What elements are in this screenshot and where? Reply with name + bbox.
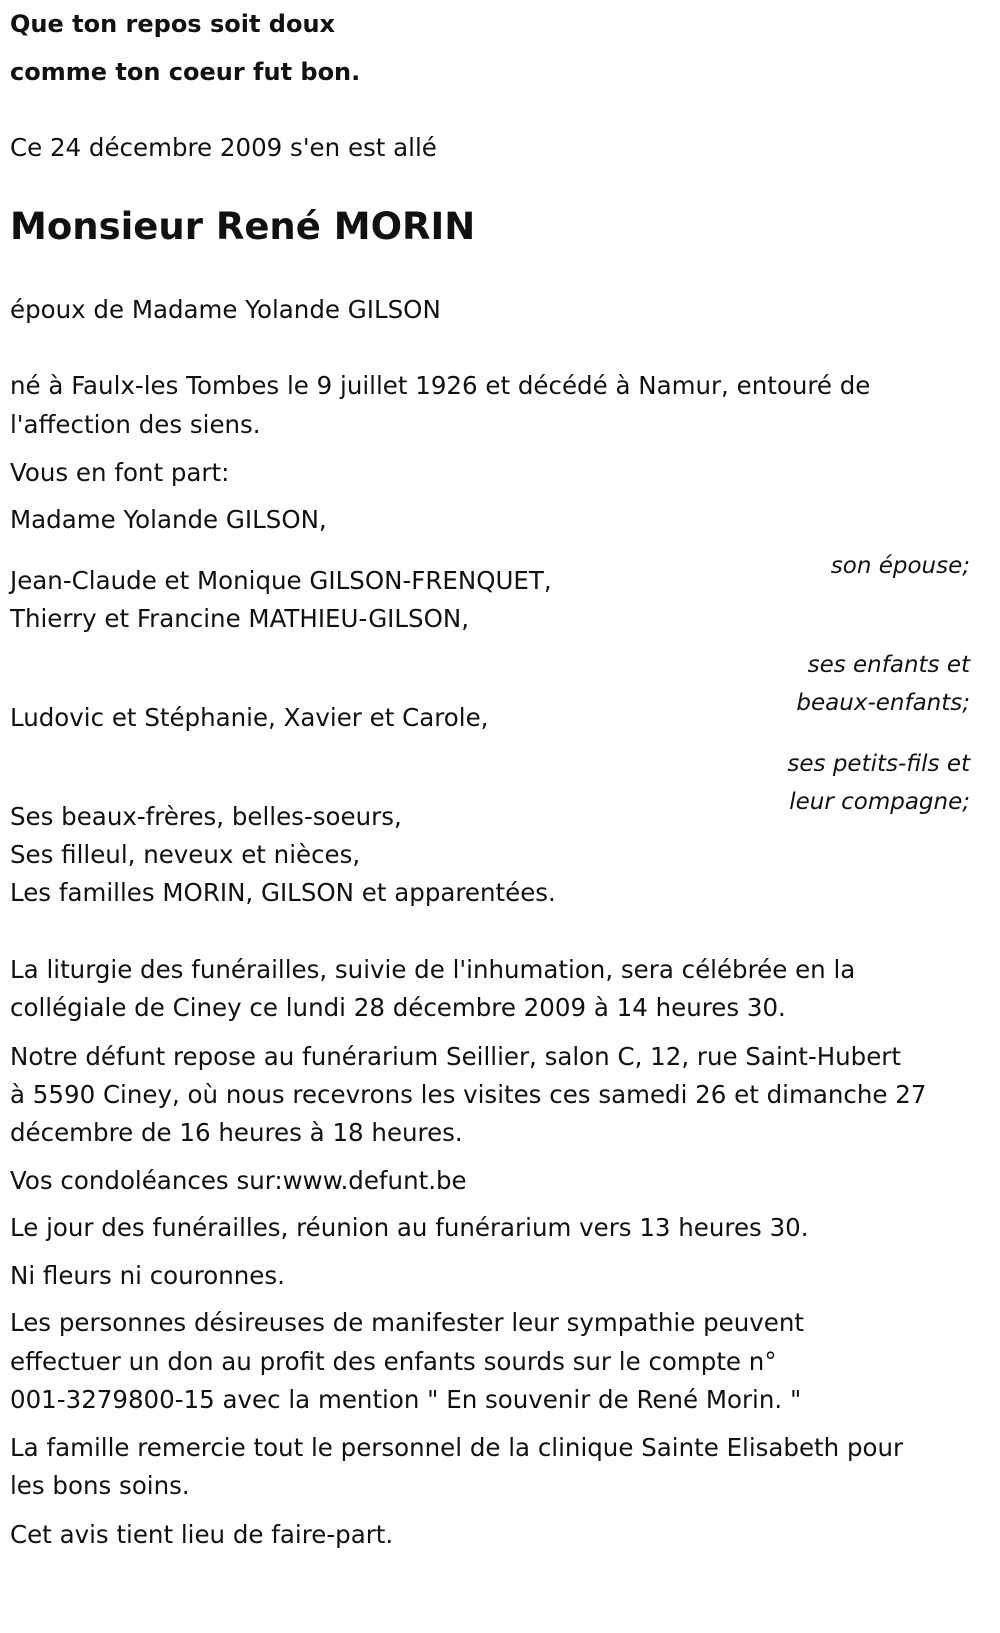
visitation-line-2: à 5590 Ciney, où nous recevrons les visites ces samedi 26 et dimanche 27 [10,1080,927,1109]
donation-line-2: effectuer un don au profit des enfants sourds sur le compte n° [10,1347,777,1376]
family-spouse-name: Madame Yolande GILSON, [10,505,327,534]
condolences-line: Vos condoléances sur:www.defunt.be [10,1166,467,1195]
family-children-line-1: Jean-Claude et Monique GILSON-FRENQUET, [10,566,552,595]
closing-line: Cet avis tient lieu de faire-part. [10,1520,394,1549]
motto-line-1: Que ton repos soit doux [10,10,336,38]
family-grandchildren-names: Ludovic et Stéphanie, Xavier et Carole, [10,703,489,732]
family-others-line-1: Ses beaux-frères, belles-soeurs, [10,802,402,831]
donation-line-1: Les personnes désireuses de manifester leur sympathie peuvent [10,1308,804,1337]
ceremony-line-2: collégiale de Ciney ce lundi 28 décembre 2009 à 14 heures 30. [10,993,786,1022]
family-children-line-2: Thierry et Francine MATHIEU-GILSON, [10,604,470,633]
birth-death-line-2: l'affection des siens. [10,410,261,439]
deceased-name: Monsieur René MORIN [10,205,476,248]
family-others-line-3: Les familles MORIN, GILSON et apparentées. [10,878,556,907]
donation-line-3: 001-3279800-15 avec la mention " En souvenir de René Morin. " [10,1385,802,1414]
meeting-line: Le jour des funérailles, réunion au funérarium vers 13 heures 30. [10,1213,809,1242]
flowers-line: Ni fleurs ni couronnes. [10,1261,285,1290]
spouse-line: époux de Madame Yolande GILSON [10,295,441,324]
thanks-line-1: La famille remercie tout le personnel de la clinique Sainte Elisabeth pour [10,1433,904,1462]
obituary-notice [10,0,970,1633]
family-others-line-2: Ses filleul, neveux et nièces, [10,840,361,869]
birth-death-line-1: né à Faulx-les Tombes le 9 juillet 1926 et décédé à Namur, entouré de [10,371,871,400]
family-children-role-line-1: ses enfants et [807,652,970,678]
family-grandchildren-role-line-1: ses petits-fils et [787,751,970,777]
ceremony-line-1: La liturgie des funérailles, suivie de l'inhumation, sera célébrée en la [10,955,856,984]
announcers-intro: Vous en font part: [10,458,230,487]
motto-line-2: comme ton coeur fut bon. [10,58,361,86]
visitation-line-1: Notre défunt repose au funérarium Seillier, salon C, 12, rue Saint-Hubert [10,1042,901,1071]
thanks-line-2: les bons soins. [10,1471,190,1500]
visitation-line-3: décembre de 16 heures à 18 heures. [10,1118,463,1147]
family-spouse-role: son épouse; [830,553,970,579]
family-grandchildren-role-line-2: leur compagne; [789,789,970,815]
death-intro: Ce 24 décembre 2009 s'en est allé [10,133,437,162]
family-children-role-line-2: beaux-enfants; [796,690,970,716]
